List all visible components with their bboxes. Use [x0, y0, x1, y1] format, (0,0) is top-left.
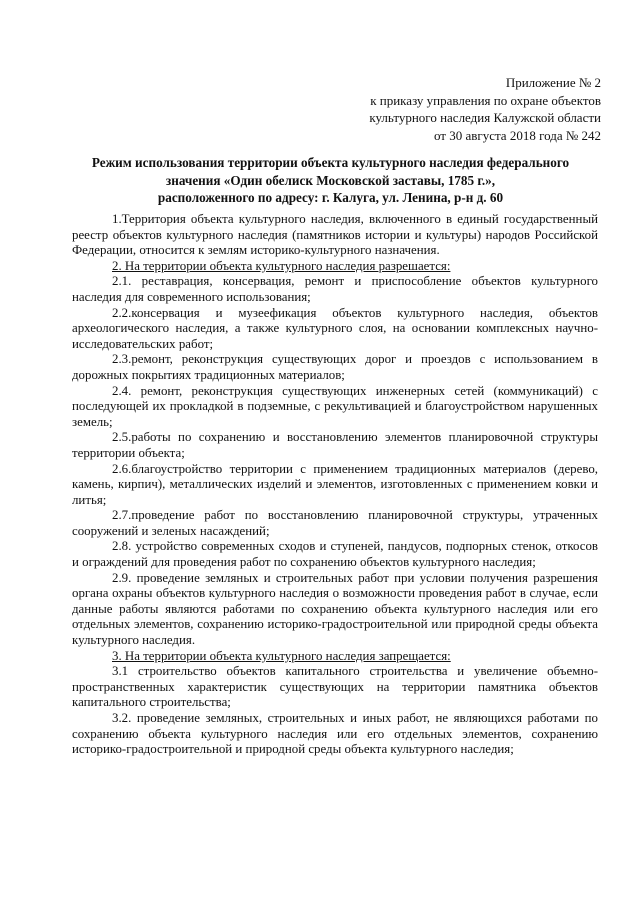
section-3-heading [72, 649, 598, 665]
title-line: расположенного по адресу: г. Калуга, ул. Ленина, р-н д. 60 [157, 190, 504, 205]
appendix-line: Приложение № 2 [505, 75, 601, 90]
appendix-line: к приказу управления по охране объектов [370, 92, 601, 108]
paragraph-3-2: 3.2. проведение земляных, строительных и иных работ, не являющихся работами по сохранению объекта культурного наследия или его отдельных элементов, сохранению историко-градостроительной и природной среды объекта культурного наследия; [72, 711, 598, 757]
appendix-header [369, 74, 601, 144]
paragraph-2-9: 2.9. проведение земляных и строительных работ при условии получения разрешения органа охраны объектов культурного наследия о возможности проведения работ в случае, если данные работы являются работами по сохранению объекта культурного наследия или его отдельных элементов, сохранению историко-градостроительной или природной среды объекта культурного наследия. [72, 570, 598, 648]
title-line: Режим использования территории объекта культурного наследия федерального [91, 155, 570, 170]
paragraph-2-1: 2.1. реставрация, консервация, ремонт и приспособление объектов культурного наследия для современного использования; [72, 274, 598, 304]
paragraph-2-5: 2.5.работы по сохранению и восстановлению элементов планировочной структуры территории объекта; [72, 430, 598, 460]
section-2-heading-text: 2. На территории объекта культурного наследия разрешается: [112, 258, 451, 273]
paragraph-2-7: 2.7.проведение работ по восстановлению планировочной структуры, утраченных сооружений и зеленых насаждений; [72, 508, 598, 538]
paragraph-1: 1.Территория объекта культурного наследия, включенного в единый государственный реестр объектов культурного наследия (памятников истории и культуры) народов Российской Федерации, относится к землям историко-культурного назначения. [72, 212, 598, 258]
paragraph-2-8: 2.8. устройство современных сходов и ступеней, пандусов, подпорных стенок, откосов и ограждений для проведения работ по сохранению объектов культурного наследия; [72, 539, 598, 570]
appendix-line: культурного наследия Калужской области [369, 110, 601, 125]
paragraph-2-3: 2.3.ремонт, реконструкция существующих дорог и проездов с использованием в дорожных покрытиях традиционных материалов; [72, 352, 598, 382]
document-body [72, 212, 598, 758]
paragraph-2-6: 2.6.благоустройство территории с применением традиционных материалов (дерево, камень, кирпич), металлических изделий и элементов, изготовленных с применением ковки и литья; [72, 461, 598, 507]
document-title [60, 154, 601, 207]
title-line: значения «Один обелиск Московской заставы, 1785 г.», [165, 172, 496, 188]
section-3-heading-text: 3. На территории объекта культурного наследия запрещается: [112, 648, 451, 663]
paragraph-3-1: 3.1 строительство объектов капитального строительства и увеличение объемно-пространственных характеристик существующих на территории памятника объектов капитального строительства; [72, 664, 598, 710]
appendix-line: от 30 августа 2018 года № 242 [433, 127, 601, 143]
paragraph-2-2: 2.2.консервация и музеефикация объектов культурного наследия, объектов археологического наследия, а также культурного слоя, на основании комплексных научно-исследовательских работ; [72, 305, 598, 351]
paragraph-2-4: 2.4. ремонт, реконструкция существующих инженерных сетей (коммуникаций) с последующей их прокладкой в подземные, с рекультивацией и благоустройством нарушенных земель; [72, 383, 598, 429]
section-2-heading [72, 259, 598, 275]
